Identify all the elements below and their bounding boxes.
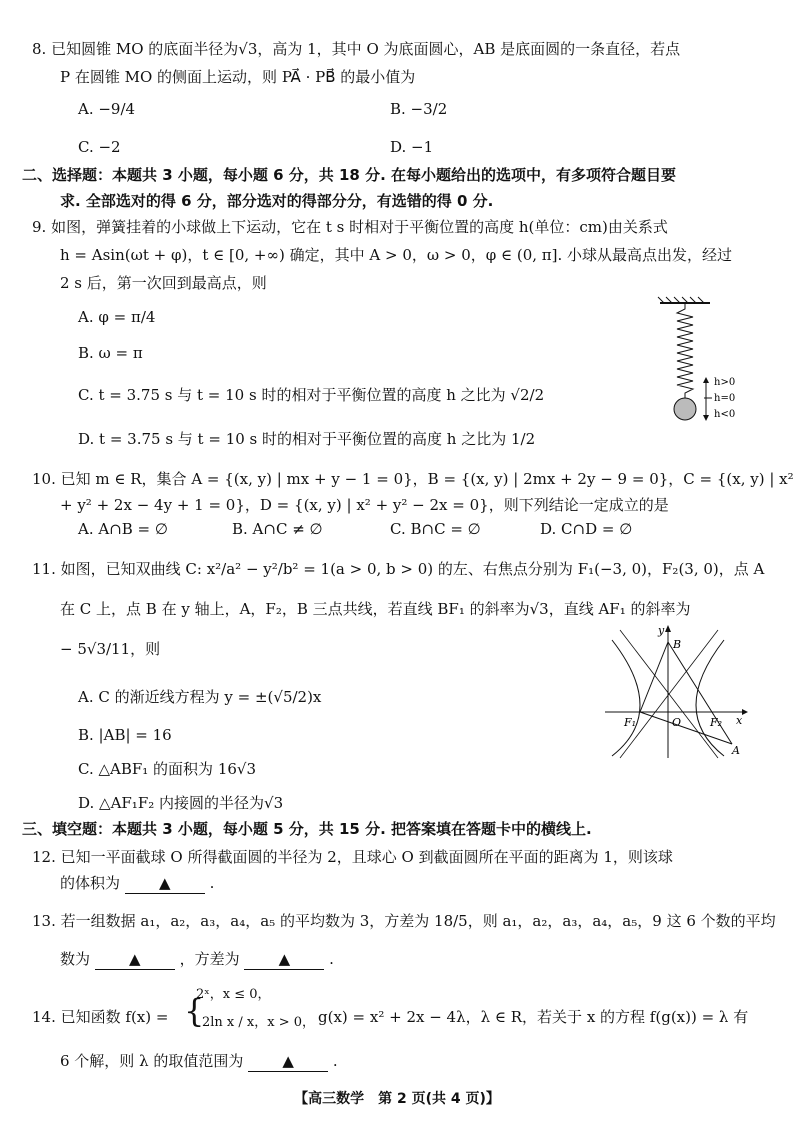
q8-option-a: A. −9/4 [78,100,136,118]
q13-mean-blank: ▲ [95,949,175,970]
q12-line2-prefix: 的体积为 [60,874,121,892]
q9-option-c: C. t = 3.75 s 与 t = 10 s 时的相对于平衡位置的高度 h 之比为 √2/2 [78,386,545,404]
q10-line1: 10. 已知 m ∈ R，集合 A = {(x, y) | mx + y − 1 = 0}，B = {(x, y) | 2mx + 2y − 9 = 0}，C = {(x, y) | x² [32,470,794,488]
q12-line1: 12. 已知一平面截球 O 所得截面圆的半径为 2，且球心 O 到截面圆所在平面的距离为 1，则该球 [32,848,673,866]
q14-answer-blank: ▲ [248,1051,328,1072]
q12-answer-blank: ▲ [125,873,205,894]
q8-option-b: B. −3/2 [390,100,448,118]
q9-line2: h = Asin(ωt + φ)，t ∈ [0, +∞) 确定，其中 A > 0，ω > 0，φ ∈ (0, π]. 小球从最高点出发，经过 [60,246,733,264]
q8-line2: P 在圆锥 MO 的侧面上运动，则 PA⃗ · PB⃗ 的最小值为 [60,68,416,86]
q10-line2: + y² + 2x − 4y + 1 = 0}，D = {(x, y) | x² + y² − 2x = 0}，则下列结论一定成立的是 [60,496,669,514]
q13-variance-blank: ▲ [244,949,324,970]
hyperbola-label-f1: F₁ [624,716,637,729]
q10-option-b: B. A∩C ≠ ∅ [232,520,323,538]
hyperbola-label-b: B [673,638,682,651]
q9-line3: 2 s 后，第一次回到最高点，则 [60,274,267,292]
q8-option-d: D. −1 [390,138,434,156]
q10-option-a: A. A∩B = ∅ [78,520,168,538]
spring-figure [650,295,750,435]
q11-option-b: B. |AB| = 16 [78,726,172,744]
q12-line2-suffix: . [209,874,215,892]
spring-label-below: h<0 [714,409,736,420]
hyperbola-label-a: A [732,744,740,757]
q14-piece2: 2ln x / x，x > 0， [202,1015,316,1030]
q8-option-c: C. −2 [78,138,121,156]
q14-line2 [60,1050,338,1072]
section3-heading: 三、填空题：本题共 3 小题，每小题 5 分，共 15 分. 把答案填在答题卡中的横线上. [22,820,592,838]
q13-line2-suffix: . [329,950,334,968]
hyperbola-figure [600,620,750,760]
page-footer: 【高三数学 第 2 页(共 4 页)】 [294,1091,500,1107]
section2-heading-line2: 求. 全部选对的得 6 分，部分选对的得部分分，有选错的得 0 分. [60,192,494,210]
q11-line1: 11. 如图，已知双曲线 C: x²/a² − y²/b² = 1(a > 0, b > 0) 的左、右焦点分别为 F₁(−3, 0)，F₂(3, 0)，点 A [32,560,765,578]
q9-option-b: B. ω = π [78,344,143,362]
q13-line2-mid: ，方差为 [179,950,240,968]
q11-line3: − 5√3/11，则 [60,640,161,658]
hyperbola-label-o: O [672,716,682,729]
q14-piece1: 2ˣ，x ≤ 0， [196,987,271,1002]
q11-line2: 在 C 上，点 B 在 y 轴上，A，F₂，B 三点共线，若直线 BF₁ 的斜率为√3，直线 AF₁ 的斜率为 [60,600,691,618]
q13-line1: 13. 若一组数据 a₁，a₂，a₃，a₄，a₅ 的平均数为 3，方差为 18/5，则 a₁，a₂，a₃，a₄，a₅，9 这 6 个数的平均 [32,912,776,930]
q9-option-d: D. t = 3.75 s 与 t = 10 s 时的相对于平衡位置的高度 h 之比为 1/2 [78,430,536,448]
q13-line2 [60,948,334,970]
q14-line1-prefix: 14. 已知函数 f(x) = [32,1008,169,1026]
section2-heading-line1: 二、选择题：本题共 3 小题，每小题 6 分，共 18 分. 在每小题给出的选项中，有多项符合题目要 [22,166,677,184]
q14-line1-suffix: g(x) = x² + 2x − 4λ，λ ∈ R，若关于 x 的方程 f(g(x)) = λ 有 [318,1008,749,1026]
q10-option-c: C. B∩C = ∅ [390,520,481,538]
q9-line1: 9. 如图，弹簧挂着的小球做上下运动，它在 t s 时相对于平衡位置的高度 h(单位：cm)由关系式 [32,218,668,236]
q9-option-a: A. φ = π/4 [78,308,156,326]
q11-option-c: C. △ABF₁ 的面积为 16√3 [78,760,257,778]
q14-brace: { [184,992,205,1030]
hyperbola-label-x: x [736,714,743,727]
q13-line2-prefix: 数为 [60,950,91,968]
spring-label-equal: h=0 [714,393,736,404]
q12-line2 [60,872,214,894]
q14-line2-prefix: 6 个解，则 λ 的取值范围为 [60,1052,244,1070]
q10-option-d: D. C∩D = ∅ [540,520,633,538]
spring-label-above: h>0 [714,377,736,388]
q11-option-a: A. C 的渐近线方程为 y = ±(√5/2)x [78,688,322,706]
q14-line2-suffix: . [332,1052,338,1070]
hyperbola-label-y: y [658,624,665,637]
q8-line1: 8. 已知圆锥 MO 的底面半径为√3，高为 1，其中 O 为底面圆心，AB 是底面圆的一条直径，若点 [32,40,681,58]
hyperbola-label-f2: F₂ [710,716,723,729]
q11-option-d: D. △AF₁F₂ 内接圆的半径为√3 [78,794,284,812]
